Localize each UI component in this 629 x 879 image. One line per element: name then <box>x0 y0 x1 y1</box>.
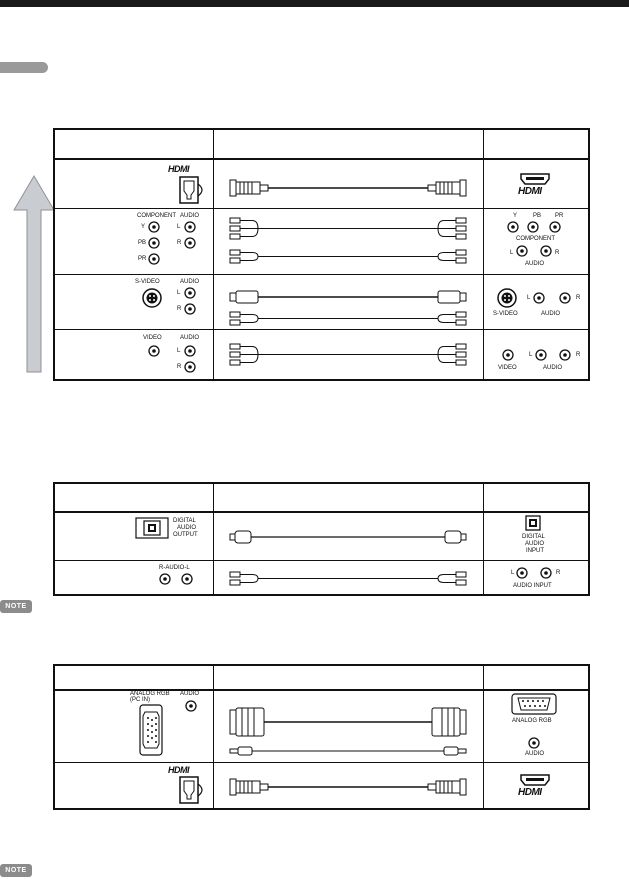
pb-label: PB <box>533 213 542 219</box>
note-label: NOTE <box>5 867 27 874</box>
hdmi-logo: HDMI <box>168 164 189 174</box>
digital-audio-input-label: INPUT <box>526 548 544 554</box>
digital-audio-output-label: DIGITAL <box>173 518 196 524</box>
audio-label: AUDIO <box>180 279 200 285</box>
video-connection-table <box>53 128 590 381</box>
rca-jacks-icon <box>184 286 198 316</box>
note-badge <box>0 864 32 877</box>
audio-jack-icon <box>528 737 540 749</box>
video-label: VIDEO <box>498 365 517 371</box>
audio-jacks-icon <box>516 567 556 579</box>
r-label: R <box>177 364 182 370</box>
hdmi-input-port-icon <box>520 173 550 185</box>
digital-audio-input-label: DIGITAL <box>522 534 545 540</box>
component-label: COMPONENT <box>516 236 555 242</box>
vga-port-icon <box>139 704 163 756</box>
l-label: L <box>527 295 531 301</box>
digital-audio-output-label: AUDIO <box>177 525 197 531</box>
stereo-rca-cable-icon <box>230 570 466 588</box>
hdmi-logo: HDMI <box>168 765 189 775</box>
component-label: COMPONENT <box>137 213 176 219</box>
s-video-jack-icon <box>141 287 163 309</box>
table-header <box>55 666 588 691</box>
vga-input-port-icon <box>511 693 557 715</box>
r-label: R <box>555 250 560 256</box>
hdmi-logo: HDMI <box>518 787 542 798</box>
video-jack-icon <box>502 349 514 361</box>
hdmi-input-port-icon <box>520 774 550 786</box>
audio-jacks-icon <box>535 349 575 361</box>
audio-input-label: AUDIO INPUT <box>513 583 552 589</box>
composite-cable-icon <box>230 342 466 372</box>
l-label: L <box>511 570 515 576</box>
hdmi-cable-icon <box>230 178 466 198</box>
note-badge <box>0 600 32 613</box>
hdmi-logo: HDMI <box>518 186 542 197</box>
s-video-label: S-VIDEO <box>493 311 518 317</box>
r-label: R <box>177 240 182 246</box>
digital-audio-output-label: OUTPUT <box>173 532 198 538</box>
s-video-jack-icon <box>496 287 518 309</box>
component-cable-icon <box>230 216 466 274</box>
optical-cable-icon <box>230 530 466 544</box>
r-label: R <box>576 352 581 358</box>
l-label: L <box>177 290 181 296</box>
rca-jacks-icon <box>148 220 198 270</box>
pr-label: PR <box>138 256 147 262</box>
l-label: L <box>177 224 181 230</box>
video-label: VIDEO <box>143 335 162 341</box>
y-label: Y <box>141 224 146 230</box>
quality-arrow-icon <box>14 176 54 372</box>
hdmi-port-icon <box>179 776 207 804</box>
r-audio-l-label: R-AUDIO-L <box>159 565 190 571</box>
pr-label: PR <box>555 213 564 219</box>
analog-rgb-label: ANALOG RGB <box>130 691 170 697</box>
l-label: L <box>177 348 181 354</box>
table-header <box>55 484 588 513</box>
s-video-cable-icon <box>230 290 466 332</box>
optical-port-icon <box>135 517 169 539</box>
pc-in-label: (PC IN) <box>130 697 150 703</box>
hdmi-port-icon <box>179 176 207 204</box>
vga-cable-icon <box>230 708 466 758</box>
audio-label: AUDIO <box>543 365 563 371</box>
analog-rgb-label: ANALOG RGB <box>512 718 552 724</box>
r-label: R <box>556 570 561 576</box>
component-jacks-icon <box>507 221 567 233</box>
audio-label: AUDIO <box>180 213 200 219</box>
audio-jacks-icon <box>159 573 195 585</box>
digital-audio-input-label: AUDIO <box>525 541 545 547</box>
hdmi-cable-icon <box>230 777 466 797</box>
l-label: L <box>529 352 533 358</box>
table-header <box>55 130 588 160</box>
audio-label: AUDIO <box>525 261 545 267</box>
section-marker <box>0 62 48 73</box>
y-label: Y <box>513 213 518 219</box>
top-rule <box>0 0 629 7</box>
audio-connection-table <box>53 482 590 596</box>
rca-jacks-icon <box>148 343 198 377</box>
audio-jacks-icon <box>516 245 556 257</box>
r-label: R <box>576 295 581 301</box>
audio-label: AUDIO <box>180 335 200 341</box>
audio-label: AUDIO <box>180 691 200 697</box>
r-label: R <box>177 306 182 312</box>
l-label: L <box>510 250 514 256</box>
optical-input-port-icon <box>525 515 541 531</box>
audio-jacks-icon <box>533 292 573 304</box>
audio-jack-icon <box>185 700 197 712</box>
audio-label: AUDIO <box>541 311 561 317</box>
pb-label: PB <box>138 240 147 246</box>
s-video-label: S-VIDEO <box>135 279 160 285</box>
pc-connection-table <box>53 664 590 810</box>
note-label: NOTE <box>5 603 27 610</box>
audio-label: AUDIO <box>525 751 545 757</box>
